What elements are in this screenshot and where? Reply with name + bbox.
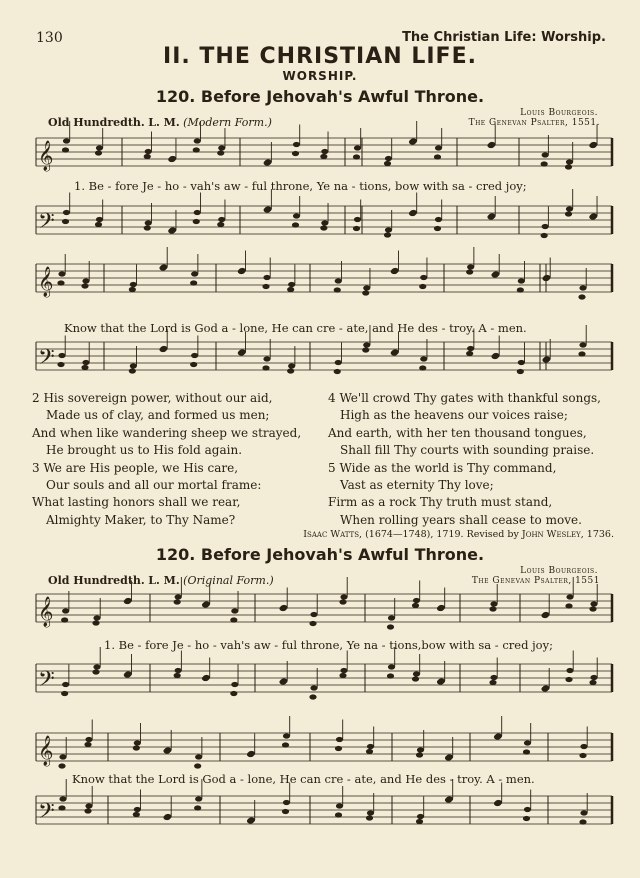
note-head (336, 737, 343, 742)
note-head (202, 676, 209, 681)
note-head (434, 226, 441, 231)
note-head (292, 222, 299, 227)
note-head (59, 796, 66, 801)
note-head (517, 369, 524, 374)
note-head (542, 276, 549, 281)
note-head (335, 812, 342, 817)
note-head (194, 805, 201, 810)
note-head (279, 606, 286, 611)
note-head (518, 278, 525, 283)
hymn-b-tune (48, 574, 274, 587)
note-head (524, 740, 531, 745)
note-head (340, 668, 347, 673)
note-head (62, 219, 69, 224)
bass-clef: 𝄢 (38, 799, 55, 829)
note-head (217, 222, 224, 227)
note-head (282, 809, 289, 814)
verse-line: And when like wandering sheep we strayed, (32, 425, 302, 440)
verse-line: When rolling years shall cease to move. (340, 512, 582, 527)
hymn-b-form: (Original Form.) (183, 574, 274, 587)
note-head (420, 275, 427, 280)
credit-revised: Revised by (466, 529, 519, 540)
note-head (388, 664, 395, 669)
note-head (320, 225, 327, 230)
note-head (62, 682, 69, 687)
note-head (61, 617, 68, 622)
verse-line: Vast as eternity Thy love; (340, 478, 494, 493)
note-head (321, 149, 328, 154)
note-head (59, 754, 66, 759)
hymn-b-lyric-line-1: 1. Be - fore Je - ho - vah's aw - ful throne, Ye na - tions,bow with sa - cred joy; (104, 638, 553, 652)
note-head (412, 676, 419, 681)
note-head (195, 796, 202, 801)
note-head (202, 602, 209, 607)
verse-line: 3 We are His people, we His care, (32, 460, 239, 475)
note-head (353, 226, 360, 231)
note-head (92, 669, 99, 674)
note-head (491, 272, 498, 277)
note-head (61, 691, 68, 696)
hymn-a-composer: Louis Bourgeois. (520, 108, 598, 118)
note-head (416, 752, 423, 757)
note-head (193, 219, 200, 224)
hymn-b-source: The Genevan Psalter, 1551 (471, 576, 600, 586)
note-head (412, 603, 419, 608)
note-head (194, 763, 201, 768)
note-head (419, 365, 426, 370)
note-head (175, 594, 182, 599)
note-head (230, 691, 237, 696)
note-head (134, 740, 141, 745)
note-head (387, 624, 394, 629)
credit-dates: (1674—1748), 1719. (365, 529, 464, 540)
verse-line: 2 His sovereign power, without our aid, (32, 391, 273, 405)
note-head (490, 675, 497, 680)
hymn-b-lyric-line-2: Know that the Lord is God a - lone, He can cre - ate, and He des - troy. A - men. (72, 772, 535, 786)
note-head (420, 356, 427, 361)
note-head (293, 213, 300, 218)
note-head (191, 353, 198, 358)
note-head (590, 601, 597, 606)
note-head (144, 154, 151, 159)
note-head (96, 145, 103, 150)
note-head (124, 672, 131, 677)
verse-line: Firm as a rock Thy truth must stand, (328, 495, 553, 510)
note-head (217, 150, 224, 155)
note-head (309, 621, 316, 626)
verse-line: Almighty Maker, to Thy Name? (46, 512, 236, 527)
hymn-b-meter: L. M. (148, 574, 180, 587)
note-head (231, 608, 238, 613)
note-head (194, 210, 201, 215)
note-head (566, 159, 573, 164)
treble-clef: 𝄞 (38, 597, 54, 627)
note-head (387, 673, 394, 678)
verse-line: Made us of clay, and formed us men; (46, 408, 270, 423)
hymn-a-meter: L. M. (148, 116, 180, 129)
note-head (263, 356, 270, 361)
note-head (82, 278, 89, 283)
note-head (335, 278, 342, 283)
verse-line: 5 Wide as the world is Thy command, (328, 460, 557, 475)
note-head (283, 733, 290, 738)
note-head (413, 598, 420, 603)
note-head (287, 368, 294, 373)
note-head (84, 742, 91, 747)
note-head (238, 269, 245, 274)
note-head (542, 357, 549, 362)
note-head (159, 347, 166, 352)
note-head (336, 803, 343, 808)
note-head (279, 679, 286, 684)
note-head (230, 617, 237, 622)
hymn-b-title: 120. Before Jehovah's Awful Throne. (155, 545, 485, 564)
note-head (168, 228, 175, 233)
note-head (145, 220, 152, 225)
note-head (354, 217, 361, 222)
credit-author: Isaac Watts, (303, 529, 363, 540)
note-head (580, 810, 587, 815)
note-head (195, 754, 202, 759)
note-head (494, 801, 501, 806)
verses-left (32, 390, 301, 529)
note-head (95, 222, 102, 227)
hymn-b-tune-name: Old Hundredth. (48, 574, 145, 587)
note-head (385, 156, 392, 161)
note-head (145, 149, 152, 154)
note-head (354, 145, 361, 150)
verse-line: Our souls and all our mortal frame: (46, 478, 262, 493)
note-head (589, 606, 596, 611)
note-head (62, 608, 69, 613)
note-head (321, 220, 328, 225)
note-head (292, 151, 299, 156)
note-head (320, 154, 327, 159)
note-head (541, 161, 548, 166)
note-head (409, 139, 416, 144)
note-head (174, 673, 181, 678)
page-number: 130 (36, 30, 63, 46)
note-head (287, 287, 294, 292)
note-head (93, 615, 100, 620)
note-head (133, 812, 140, 817)
bass-clef: 𝄢 (38, 345, 55, 375)
note-head (578, 294, 585, 299)
note-head (579, 342, 586, 347)
note-head (566, 594, 573, 599)
note-head (523, 749, 530, 754)
note-head (565, 211, 572, 216)
note-head (310, 685, 317, 690)
note-head (491, 354, 498, 359)
note-head (384, 232, 391, 237)
note-head (391, 269, 398, 274)
section-title: WORSHIP. (282, 69, 358, 83)
verse-line: And earth, with her ten thousand tongues, (328, 425, 587, 440)
note-head (580, 744, 587, 749)
note-head (435, 217, 442, 222)
note-head (542, 224, 549, 229)
note-head (565, 164, 572, 169)
note-head (385, 227, 392, 232)
note-head (353, 154, 360, 159)
hymn-a-lyric-line-1: 1. Be - fore Je - ho - vah's aw - ful throne, Ye na - tions, bow with sa - cred joy; (74, 179, 527, 193)
verses-right (328, 390, 601, 529)
note-head (489, 680, 496, 685)
note-head (247, 818, 254, 823)
note-head (590, 675, 597, 680)
note-head (589, 680, 596, 685)
credit-revised-year: 1736. (586, 529, 614, 540)
note-head (310, 612, 317, 617)
note-head (283, 800, 290, 805)
note-head (490, 601, 497, 606)
note-head (419, 284, 426, 289)
note-head (282, 742, 289, 747)
note-head (566, 206, 573, 211)
note-head (130, 282, 137, 287)
note-head (489, 606, 496, 611)
note-head (445, 755, 452, 760)
note-head (334, 287, 341, 292)
hymn-a-form: (Modern Form.) (183, 116, 272, 129)
note-head (566, 668, 573, 673)
verse-line: 4 We'll crowd Thy gates with thankful songs, (328, 391, 601, 405)
note-head (434, 154, 441, 159)
running-head: The Christian Life: Worship. (402, 30, 606, 45)
note-head (264, 207, 271, 212)
note-head (542, 152, 549, 157)
treble-clef: 𝄞 (38, 267, 54, 297)
note-head (523, 816, 530, 821)
note-head (163, 748, 170, 753)
note-head (362, 290, 369, 295)
note-head (518, 360, 525, 365)
note-head (541, 686, 548, 691)
note-head (190, 362, 197, 367)
note-head (92, 620, 99, 625)
bass-clef: 𝄢 (38, 209, 55, 239)
note-head (84, 808, 91, 813)
note-head (262, 365, 269, 370)
note-head (565, 603, 572, 608)
note-head (134, 807, 141, 812)
hymn-a-source: The Genevan Psalter, 1551. (468, 118, 600, 128)
note-head (340, 594, 347, 599)
note-head (168, 157, 175, 162)
note-head (437, 679, 444, 684)
note-head (81, 283, 88, 288)
note-head (58, 805, 65, 810)
note-head (487, 143, 494, 148)
hymn-a-lyric-line-2: Know that the Lord is God a - lone, He can cre - ate, and He des - troy. A - men. (64, 321, 527, 335)
hymn-a-title: 120. Before Jehovah's Awful Throne. (155, 87, 485, 106)
note-head (579, 753, 586, 758)
note-head (309, 694, 316, 699)
note-head (335, 746, 342, 751)
note-head (159, 265, 166, 270)
note-head (578, 351, 585, 356)
note-head (163, 815, 170, 820)
note-head (58, 763, 65, 768)
note-head (517, 287, 524, 292)
note-head (174, 599, 181, 604)
note-head (264, 160, 271, 165)
part-title: II. THE CHRISTIAN LIFE. (163, 44, 477, 69)
note-head (435, 145, 442, 150)
hymn-credit (303, 529, 614, 540)
bass-clef: 𝄢 (38, 667, 55, 697)
note-head (579, 819, 586, 824)
note-head (494, 734, 501, 739)
note-head (334, 369, 341, 374)
note-head (190, 280, 197, 285)
note-head (247, 752, 254, 757)
note-head (565, 677, 572, 682)
note-head (367, 744, 374, 749)
note-head (366, 815, 373, 820)
note-head (288, 363, 295, 368)
note-head (363, 285, 370, 290)
note-head (541, 233, 548, 238)
note-head (391, 350, 398, 355)
note-head (81, 365, 88, 370)
note-head (339, 673, 346, 678)
note-head (579, 285, 586, 290)
note-head (57, 280, 64, 285)
note-head (417, 814, 424, 819)
note-head (589, 143, 596, 148)
credit-reviser: John Wesley, (521, 529, 584, 540)
note-head (57, 362, 64, 367)
note-head (63, 210, 70, 215)
note-head (288, 282, 295, 287)
note-head (144, 225, 151, 230)
note-head (133, 745, 140, 750)
note-head (466, 351, 473, 356)
note-head (93, 664, 100, 669)
note-head (384, 161, 391, 166)
note-head (62, 147, 69, 152)
hymn-b-composer: Louis Bourgeois. (520, 566, 598, 576)
note-head (263, 275, 270, 280)
verse-line: Shall fill Thy courts with sounding praise. (340, 443, 595, 458)
note-head (218, 145, 225, 150)
verse-line: What lasting honors shall we rear, (32, 495, 241, 510)
note-head (130, 363, 137, 368)
note-head (388, 615, 395, 620)
note-head (366, 749, 373, 754)
note-head (362, 347, 369, 352)
note-head (409, 211, 416, 216)
note-head (445, 797, 452, 802)
note-head (363, 342, 370, 347)
note-head (129, 287, 136, 292)
note-head (293, 142, 300, 147)
note-head (231, 682, 238, 687)
note-head (417, 747, 424, 752)
treble-clef: 𝄞 (38, 736, 54, 766)
note-head (95, 150, 102, 155)
note-head (58, 271, 65, 276)
note-head (335, 360, 342, 365)
note-head (85, 737, 92, 742)
note-head (487, 214, 494, 219)
note-head (191, 271, 198, 276)
note-head (416, 819, 423, 824)
verse-line: He brought us to His fold again. (46, 443, 243, 458)
note-head (466, 269, 473, 274)
note-head (467, 346, 474, 351)
note-head (238, 350, 245, 355)
note-head (193, 147, 200, 152)
hymn-a-tune-name: Old Hundredth. (48, 116, 145, 129)
note-head (63, 138, 70, 143)
verse-line: High as the heavens our voices raise; (340, 408, 568, 423)
note-head (339, 599, 346, 604)
note-head (541, 613, 548, 618)
note-head (218, 217, 225, 222)
note-head (175, 668, 182, 673)
note-head (85, 803, 92, 808)
note-head (589, 214, 596, 219)
treble-clef: 𝄞 (38, 141, 54, 171)
note-head (58, 353, 65, 358)
note-head (124, 599, 131, 604)
note-head (194, 138, 201, 143)
note-head (129, 368, 136, 373)
note-head (262, 284, 269, 289)
note-head (413, 671, 420, 676)
note-head (96, 217, 103, 222)
note-head (82, 360, 89, 365)
note-head (467, 264, 474, 269)
note-head (437, 606, 444, 611)
note-head (524, 807, 531, 812)
note-head (367, 810, 374, 815)
